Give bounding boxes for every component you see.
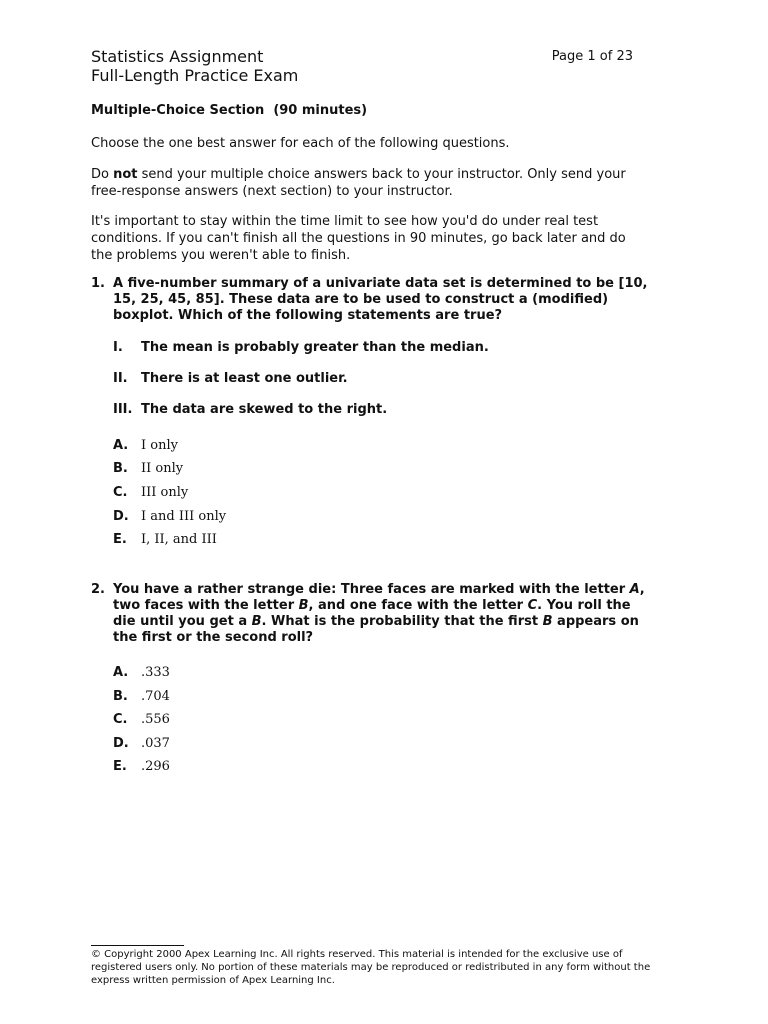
statement-2	[113, 371, 348, 386]
choice-letter: A.	[113, 665, 129, 680]
question-2-text	[113, 582, 653, 646]
instruction-2-start: Do	[91, 167, 114, 182]
statement-3-text: The data are skewed to the right.	[141, 402, 388, 417]
choice-letter: C.	[113, 712, 128, 727]
q2-letter: A	[629, 582, 640, 597]
choice-text: .296	[141, 759, 170, 774]
q2-choice-b[interactable]	[113, 689, 170, 704]
instruction-2-end: send your multiple choice answers back to your instructor. Only send your free-response answers (next section) to your instructor.	[91, 167, 626, 199]
q2-text-part: , and one face with the letter	[308, 598, 528, 613]
q2-text-part: appears on the first or the second roll?	[113, 614, 639, 645]
question-1-text: A five-number summary of a univariate data set is determined to be [10, 15, 25, 45, 85]. These data are to be used to construct a (modified) boxplot. Which of the following statements are true?	[113, 276, 648, 323]
choice-letter: E.	[113, 759, 127, 774]
choice-text: .333	[141, 665, 170, 680]
statement-1	[113, 340, 489, 355]
q2-choice-a[interactable]	[113, 665, 170, 680]
question-1-number: 1.	[91, 276, 105, 291]
q2-letter: B	[298, 598, 309, 613]
q1-choice-b[interactable]	[113, 461, 183, 476]
q2-text-part: . What is the probability that the first	[261, 614, 543, 629]
statement-3-numeral: III.	[113, 402, 133, 417]
q2-letter: B	[251, 614, 262, 629]
choice-text: I and III only	[141, 509, 227, 524]
choice-letter: D.	[113, 736, 129, 751]
instruction-2-emphasis: not	[113, 167, 138, 182]
choice-text: .556	[141, 712, 170, 727]
question-2-number: 2.	[91, 582, 105, 597]
statement-2-text: There is at least one outlier.	[141, 371, 348, 386]
instruction-paragraph-2	[91, 166, 651, 200]
statement-2-numeral: II.	[113, 371, 128, 386]
choice-letter: A.	[113, 438, 129, 453]
choice-letter: E.	[113, 532, 127, 547]
q2-text-part: , two faces with the letter	[113, 582, 645, 613]
page-indicator: Page 1 of 23	[551, 49, 633, 64]
instruction-paragraph-1: Choose the one best answer for each of the following questions.	[91, 136, 510, 151]
statement-3	[113, 402, 387, 417]
footer-divider	[91, 945, 184, 946]
choice-text: I only	[141, 438, 178, 453]
q2-text-part: You have a rather strange die: Three faces are marked with the letter	[113, 582, 630, 597]
assignment-title: Statistics Assignment	[91, 47, 264, 66]
choice-text: III only	[141, 485, 189, 500]
statement-1-numeral: I.	[113, 340, 123, 355]
statement-1-text: The mean is probably greater than the median.	[141, 340, 489, 355]
choice-text: II only	[141, 461, 184, 476]
q2-letter: B	[542, 614, 553, 629]
q2-text-part: . You roll the die until you get a	[113, 598, 631, 629]
choice-text: .037	[141, 736, 170, 751]
choice-letter: D.	[113, 509, 129, 524]
choice-text: .704	[141, 689, 170, 704]
q2-choice-c[interactable]	[113, 712, 170, 727]
q1-choice-e[interactable]	[113, 532, 217, 547]
q1-choice-a[interactable]	[113, 438, 178, 453]
section-title: Multiple-Choice Section (90 minutes)	[91, 103, 368, 118]
q2-letter: C	[527, 598, 538, 613]
choice-text: I, II, and III	[141, 532, 217, 547]
page-header	[91, 47, 651, 85]
choice-letter: B.	[113, 461, 128, 476]
copyright-notice: © Copyright 2000 Apex Learning Inc. All rights reserved. This material is intended for the exclusive use of registered users only. No portion of these materials may be reproduced or redistributed in any form without the express written permission of Apex Learning Inc.	[91, 949, 651, 986]
q2-choice-e[interactable]	[113, 759, 170, 774]
choice-letter: C.	[113, 485, 128, 500]
q2-choice-d[interactable]	[113, 736, 170, 751]
q1-choice-c[interactable]	[113, 485, 188, 500]
instruction-paragraph-3: It's important to stay within the time limit to see how you'd do under real test conditions. If you can't finish all the questions in 90 minutes, go back later and do the problems you weren't able to finish.	[91, 214, 626, 263]
choice-letter: B.	[113, 689, 128, 704]
q1-choice-d[interactable]	[113, 509, 226, 524]
exam-title: Full-Length Practice Exam	[91, 66, 299, 85]
